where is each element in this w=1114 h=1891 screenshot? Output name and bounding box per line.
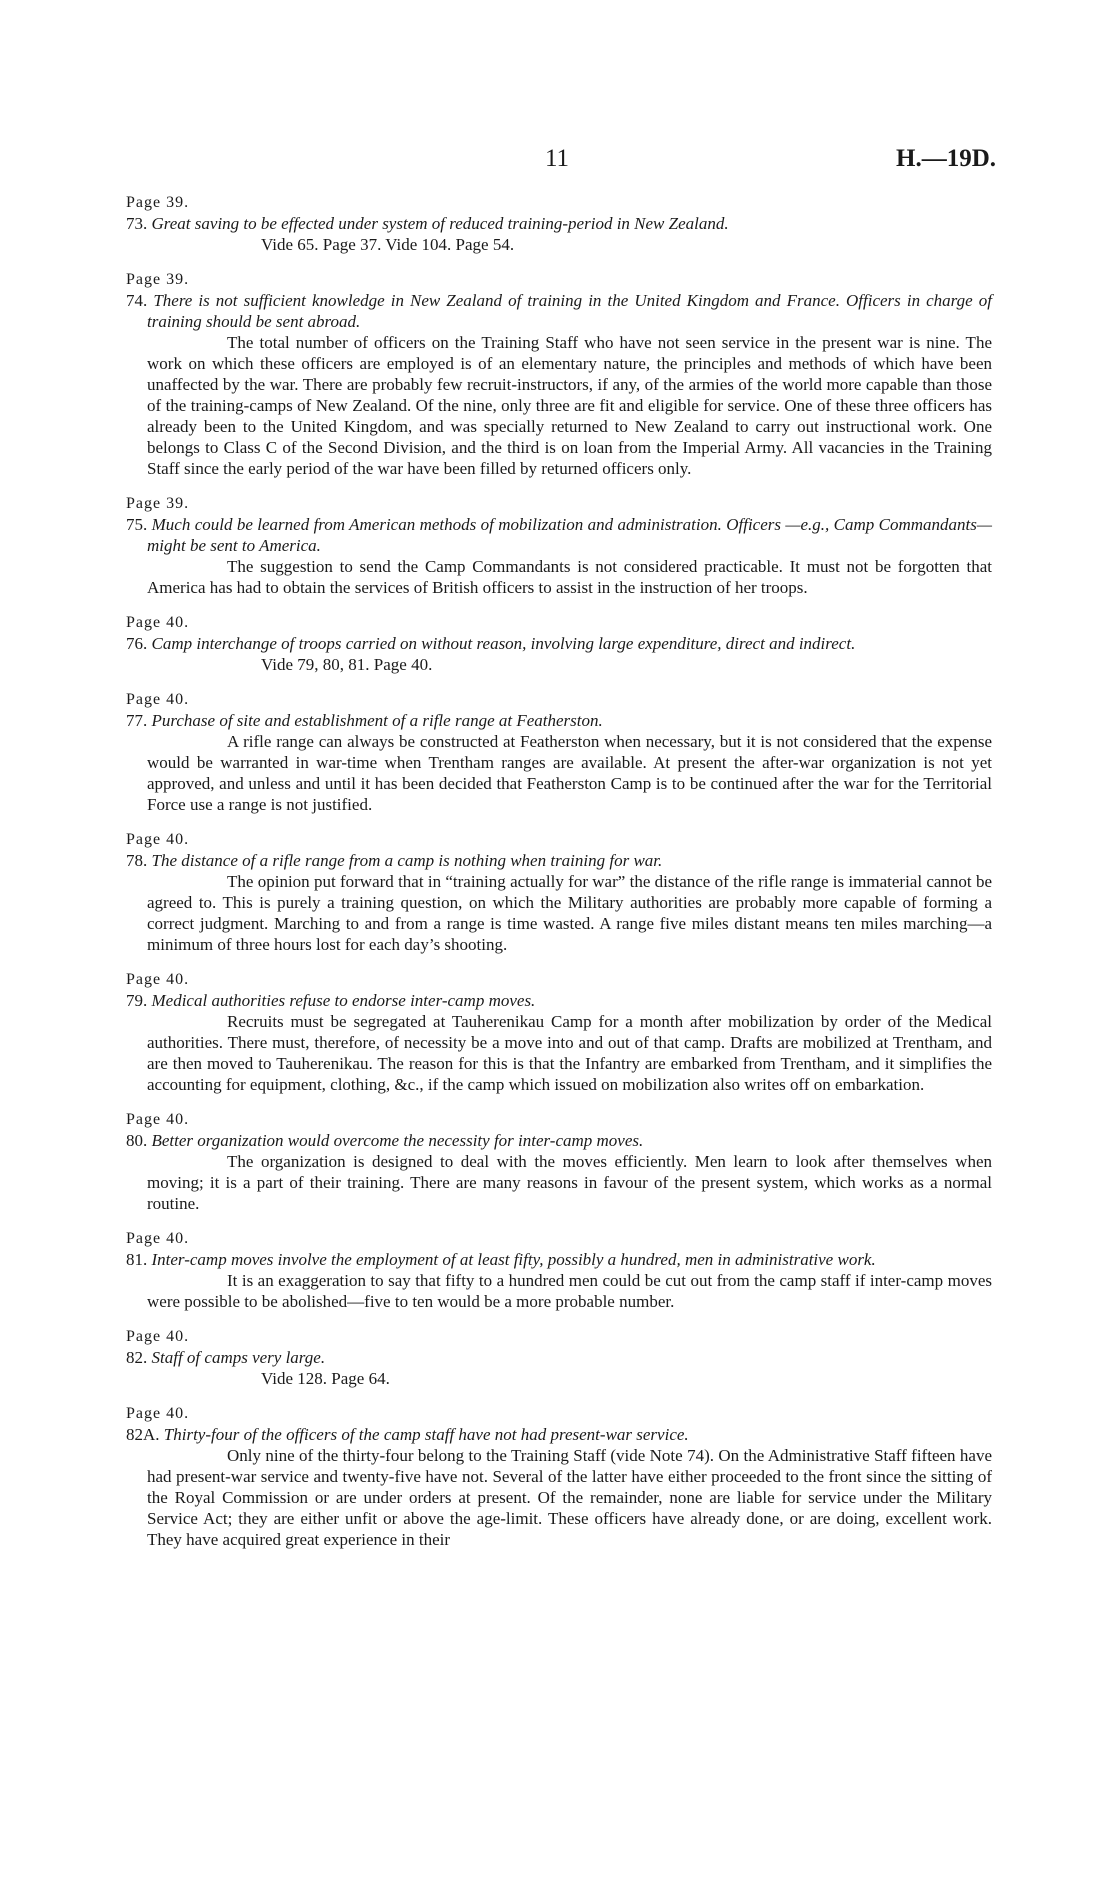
note-heading bbox=[126, 710, 992, 731]
page-reference: Page 39. bbox=[126, 194, 190, 211]
note-entry bbox=[126, 612, 992, 675]
note-heading-text: The distance of a rifle range from a camp is nothing when training for war. bbox=[151, 851, 663, 870]
note-body: Recruits must be segregated at Tauherenikau Camp for a month after mobilization by order of the Medical authorities. There must, therefore, of necessity be a move into and out of that camp. Drafts are mobilized at Trentham, and are then moved to Tauherenikau. The reason for this is that the Infantry are embarked from Trentham, and it simplifies the accounting for equipment, clothing, &c., if the camp which issued on mobilization also writes off on embarkation. bbox=[147, 1012, 992, 1094]
note-number: 75. bbox=[126, 515, 148, 534]
note-number: 82A. bbox=[126, 1425, 160, 1444]
note-body: The organization is designed to deal with the moves efficiently. Men learn to look after themselves when moving; it is a part of their training. There are many reasons in favour of the present system, which works as a normal routine. bbox=[147, 1152, 992, 1213]
document-reference: H.—19D. bbox=[896, 145, 996, 172]
note-entry bbox=[126, 269, 992, 479]
note-heading-text: Inter-camp moves involve the employment of at least fifty, possibly a hundred, men in administrative work. bbox=[151, 1250, 876, 1269]
note-entry bbox=[126, 689, 992, 815]
note-heading-text: There is not sufficient knowledge in New Zealand of training in the United Kingdom and France. Officers in charge of training should be sent abroad. bbox=[147, 291, 992, 331]
cross-reference: Vide 79, 80, 81. Page 40. bbox=[261, 655, 433, 674]
note-number: 82. bbox=[126, 1348, 148, 1367]
note-body: The total number of officers on the Training Staff who have not seen service in the present war is nine. The work on which these officers are employed is of an elementary nature, the principles and methods of which have been unaffected by the war. There are probably few recruit-instructors, if any, of the armies of the world more capable than those of the training-camps of New Zealand. Of the nine, only three are fit and eligible for service. One of these three officers has already been to the United Kingdom, and was specially returned to New Zealand to carry out instructional work. One belongs to Class C of the Second Division, and the third is on loan from the Imperial Army. All vacancies in the Training Staff since the early period of the war have been filled by returned officers only. bbox=[147, 333, 992, 478]
note-body: A rifle range can always be constructed at Featherston when necessary, but it is not considered that the expense would be warranted in war-time when Trentham ranges are available. At present the after-war organization is not yet approved, and unless and until it has been decided that Featherston Camp is to be continued after the war for the Territorial Force use a range is not justified. bbox=[147, 732, 992, 814]
cross-reference: Vide 128. Page 64. bbox=[261, 1369, 390, 1388]
note-number: 77. bbox=[126, 711, 148, 730]
note-body: Only nine of the thirty-four belong to the Training Staff (vide Note 74). On the Administrative Staff fifteen have had present-war service and twenty-five have not. Several of the latter have either proceeded to the front since the sitting of the Royal Commission or are under orders at present. Of the remainder, none are liable for service under the Military Service Act; they are either unfit or above the age-limit. These officers have already done, or are doing, excellent work. They have acquired great experience in their bbox=[147, 1446, 992, 1549]
note-heading-text: Thirty-four of the officers of the camp staff have not had present-war service. bbox=[163, 1425, 689, 1444]
note-heading bbox=[126, 290, 992, 332]
note-number: 78. bbox=[126, 851, 148, 870]
note-number: 80. bbox=[126, 1131, 148, 1150]
note-heading-text: Great saving to be effected under system of reduced training-period in New Zealand. bbox=[151, 214, 729, 233]
page-reference: Page 40. bbox=[126, 614, 190, 631]
page-reference: Page 40. bbox=[126, 1111, 190, 1128]
note-heading-text: Medical authorities refuse to endorse inter-camp moves. bbox=[151, 991, 536, 1010]
page-number: 11 bbox=[544, 145, 570, 172]
note-entry bbox=[126, 969, 992, 1095]
note-heading bbox=[126, 1347, 992, 1368]
note-body: It is an exaggeration to say that fifty to a hundred men could be cut out from the camp staff if inter-camp moves were possible to be abolished—five to ten would be a more probable number. bbox=[147, 1271, 992, 1311]
note-entry bbox=[126, 1403, 992, 1550]
note-heading-text: Camp interchange of troops carried on without reason, involving large expenditure, direct and indirect. bbox=[151, 634, 856, 653]
note-number: 81. bbox=[126, 1250, 148, 1269]
note-number: 74. bbox=[126, 291, 148, 310]
page-reference: Page 39. bbox=[126, 271, 190, 288]
note-heading bbox=[126, 514, 992, 556]
note-heading-text: Purchase of site and establishment of a rifle range at Featherston. bbox=[151, 711, 603, 730]
page-reference: Page 40. bbox=[126, 831, 190, 848]
page-reference: Page 40. bbox=[126, 971, 190, 988]
note-entry bbox=[126, 1109, 992, 1214]
note-heading bbox=[126, 213, 992, 234]
note-heading bbox=[126, 850, 992, 871]
note-heading bbox=[126, 1249, 992, 1270]
page-reference: Page 39. bbox=[126, 495, 190, 512]
note-body: The suggestion to send the Camp Commandants is not considered practicable. It must not be forgotten that America has had to obtain the services of British officers to assist in the instruction of her troops. bbox=[147, 557, 992, 597]
note-number: 73. bbox=[126, 214, 148, 233]
page-reference: Page 40. bbox=[126, 1405, 190, 1422]
note-entry bbox=[126, 1326, 992, 1389]
note-entry bbox=[126, 192, 992, 255]
document-body bbox=[126, 192, 992, 1564]
page-reference: Page 40. bbox=[126, 1328, 190, 1345]
cross-reference: Vide 65. Page 37. Vide 104. Page 54. bbox=[261, 235, 515, 254]
page-reference: Page 40. bbox=[126, 1230, 190, 1247]
note-heading bbox=[126, 990, 992, 1011]
note-entry bbox=[126, 1228, 992, 1312]
note-heading-text: Staff of camps very large. bbox=[151, 1348, 326, 1367]
note-number: 79. bbox=[126, 991, 148, 1010]
note-entry bbox=[126, 829, 992, 955]
note-entry bbox=[126, 493, 992, 598]
note-heading-text: Better organization would overcome the necessity for inter-camp moves. bbox=[151, 1131, 644, 1150]
note-heading bbox=[126, 1130, 992, 1151]
note-heading bbox=[126, 633, 992, 654]
note-heading bbox=[126, 1424, 992, 1445]
note-heading-text: Much could be learned from American methods of mobilization and administration. Officers —e.g., Camp Commandants—might be sent to America. bbox=[147, 515, 992, 555]
page-reference: Page 40. bbox=[126, 691, 190, 708]
note-body: The opinion put forward that in “training actually for war” the distance of the rifle range is immaterial cannot be agreed to. This is purely a training question, on which the Military authorities are probably more capable of forming a correct judgment. Marching to and from a range is time wasted. A range five miles distant means ten miles marching—a minimum of three hours lost for each day’s shooting. bbox=[147, 872, 992, 954]
note-number: 76. bbox=[126, 634, 148, 653]
